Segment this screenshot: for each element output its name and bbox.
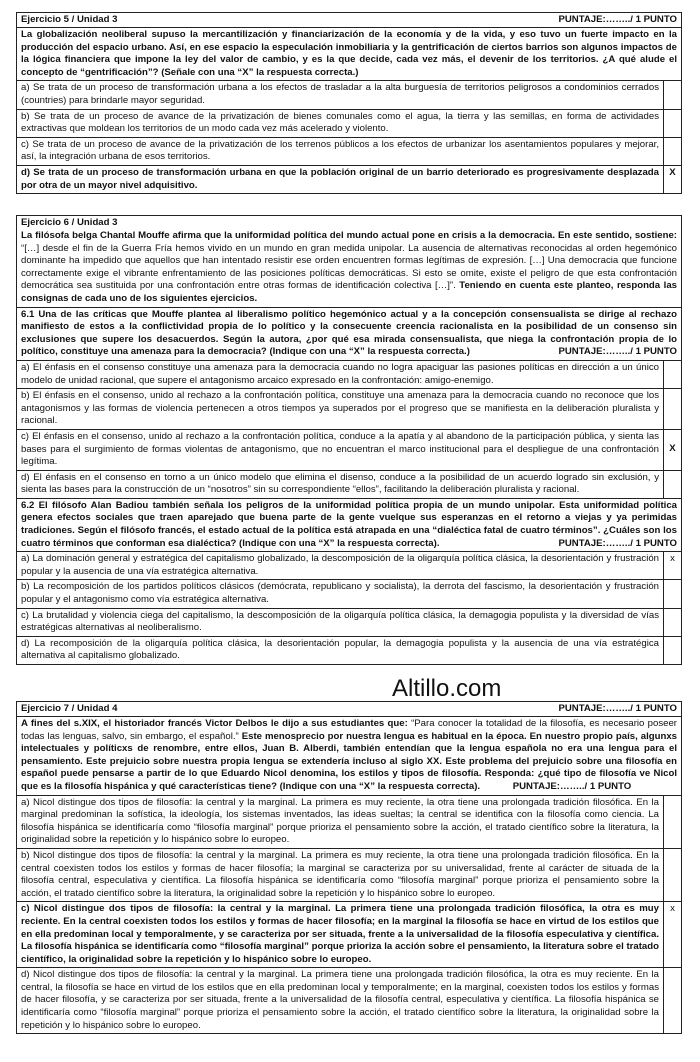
option-row[interactable]	[17, 967, 681, 1033]
option-text: b) Nicol distingue dos tipos de filosofía: la central y la marginal. La primera es muy reciente, la otra tiene una prolongada tradición filosófica. En la central coexisten todos los estilos y formas de hacer filosofía; la marginal se caracteriza por su universalidad, frente al carácter de situada de la filosofía central, especulativa y científica. La filosofía hispánica se identificaría como “filosofía marginal” porque prioriza el pensamiento sobre la acción, el tratado científico sobre la literatura, la originalidad sobre la repetición y lo hispánico sobre lo europeo.	[21, 849, 659, 899]
puntaje-label: PUNTAJE:……../ 1 PUNTO	[512, 780, 632, 792]
answer-mark[interactable]: X	[663, 430, 681, 470]
puntaje-label: PUNTAJE:……../ 1 PUNTO	[558, 346, 677, 358]
question-text: La globalización neoliberal supuso la mercantilización y financiarización de la economía y de la vida, y eso tuvo un fuerte impacto en la producción del espacio urbano. Así, en ese espacio la especulación inmobiliaria y la gentrificación de ciertos barrios son algunos impactos de la lógica financiera que impone la ley del valor de cambio, y es la que decide, cada vez más, el devenir de los territorios. ¿A qué alude el concepto de “gentrificación”? (Señale con una “X” la respuesta correcta.)	[21, 29, 677, 78]
option-text: d) El énfasis en el consenso en torno a un único modelo que elimina el disenso, conduce a la posibilidad de un acuerdo logrado sin exclusión, y sienta las bases para la construcción de un “nosotros” sin su correspondiente “ellos”, facilitando la deliberación pluralista y racional.	[21, 471, 659, 496]
option-row[interactable]	[17, 429, 681, 470]
intro-text: A fines del s.XIX, el historiador francés Victor Delbos le dijo a sus estudiantes que:	[21, 718, 408, 729]
answer-mark[interactable]	[663, 361, 681, 388]
intro-instruction: Teniendo en cuenta este planteo, responda las consignas de cada uno de los siguientes ejercicios.	[21, 280, 677, 304]
answer-mark[interactable]	[663, 849, 681, 901]
intro-text: La filósofa belga Chantal Mouffe afirma que la uniformidad política del mundo actual pone en crisis a la democracia. En este sentido, sostiene:	[21, 230, 677, 241]
option-text: a) Nicol distingue dos tipos de filosofía: la central y la marginal. La primera es muy reciente, la otra tiene una prolongada tradición filosófica. En la marginal predominan la sofística, la ideología, los sistemas inventados, las ideas sueltas; la central se identifica con la filosofía como ciencia. La filosofía hispánica se identificaría como “filosofía marginal” porque prioriza el pensamiento sobre la acción, el tratado científico sobre la literatura, la originalidad sobre la repetición y lo hispánico sobre lo europeo.	[21, 796, 659, 846]
exercise-7-header	[17, 702, 681, 716]
question-6-1	[17, 307, 681, 360]
watermark: Altillo.com	[392, 675, 502, 702]
option-text: c) Nicol distingue dos tipos de filosofía: la central y la marginal. La primera tiene una prolongada tradición filosófica, la otra es muy reciente. En la central coexisten todos los estilos y formas de hacer filosofía; en la marginal la filosofía se hace en virtud de los estilos que en ella predominan local y temporalmente, y se caracteriza por ser situada, frente a la universalidad de la filosofía especulativa y científica. La filosofía hispánica se identificaría como “filosofía marginal” porque prioriza la acción sobre el pensamiento, la literatura sobre el tratado científico, la originalidad sobre la repetición y lo hispánico sobre lo europeo.	[21, 903, 659, 965]
answer-mark[interactable]: x	[663, 902, 681, 967]
option-text: c) Se trata de un proceso de avance de la privatización de los terrenos públicos a los efectos de urbanizar los asentamientos populares y mejorar, así, la integración urbana de esos territorios.	[21, 138, 659, 163]
exercise-title: Ejercicio 6 / Unidad 3	[21, 217, 118, 228]
exercise-5-question	[17, 27, 681, 80]
answer-mark[interactable]	[663, 637, 681, 664]
exercise-7-intro	[17, 716, 681, 795]
answer-mark[interactable]	[663, 609, 681, 636]
option-text: b) Se trata de un proceso de avance de la privatización de bienes comunales como el agua, la tierra y las semillas, en forma de actividades extractivas que moldean los territorios de un modo cada vez más acelerado y violento.	[21, 110, 659, 135]
option-row[interactable]	[17, 608, 681, 636]
question-text: ¿qué tipo de filosofía ve Nicol que es la filosofía hispánica y qué características tiene? (Indique con una “X” la respuesta correcta).	[21, 768, 677, 792]
option-text: c) El énfasis en el consenso, unido al rechazo a la confrontación política, conduce a la apatía y al abandono de la participación pública, y sienta las bases para el surgimiento de formas violentas de antagonismo, que no encuentran el marco institucional para el despliegue de una confrontación legítima.	[21, 430, 659, 468]
option-row[interactable]	[17, 109, 681, 137]
exercise-5-header	[17, 13, 681, 27]
intro-quote: “Para conocer la totalidad de la filosofía, es necesario poseer todas las lenguas, salvo, sin embargo, el español.”	[21, 718, 677, 742]
option-row[interactable]	[17, 470, 681, 498]
option-text: b) El énfasis en el consenso, unido al rechazo a la confrontación política, constituye una amenaza para la democracia cuando no reconoce que los antagonismos y las formas de violencia pertenecen a otros tiempos ya superados por el progreso que se manifiesta en la deliberación pluralista y racional.	[21, 390, 659, 427]
option-row[interactable]	[17, 848, 681, 901]
option-row[interactable]	[17, 137, 681, 165]
answer-mark[interactable]	[663, 580, 681, 607]
exercise-7	[16, 701, 682, 1034]
option-text: a) Se trata de un proceso de transformación urbana a los efectos de trasladar a la alta burguesía de territorios peligrosos a condominios cerrados (countries) para brindarle mayor seguridad.	[21, 82, 659, 106]
question-text: 6.2 El filósofo Alan Badiou también señala los peligros de la uniformidad política propia de un mundo unipolar. Esta uniformidad política genera efectos sociales que traen aparejado que buena parte de la gente vuelque sus esperanzas en el retorno a viejas y ya perimidas tradiciones. Según el filósofo francés, el estado actual de la política está atrapada en una “dialéctica fatal de cuatro términos”. ¿Cuáles son los cuatro términos que conforman esa dialéctica? (Indique con una “X” la respuesta correcta).	[21, 499, 677, 549]
answer-mark[interactable]: X	[663, 166, 681, 193]
answer-mark[interactable]	[663, 471, 681, 498]
answer-mark[interactable]: x	[663, 552, 681, 579]
puntaje-label: PUNTAJE:……../ 1 PUNTO	[558, 537, 677, 549]
answer-mark[interactable]	[663, 81, 681, 108]
answer-mark[interactable]	[663, 110, 681, 137]
option-text: c) La brutalidad y violencia ciega del capitalismo, la descomposición de la oligarquía política clásica, la demagogia populista y la diversidad de vías estratégicas alternativas al neoliberalismo.	[21, 609, 659, 634]
option-text: a) La dominación general y estratégica del capitalismo globalizado, la descomposición de la oligarquía política clásica, la desorientación y frustración popular y la ausencia de una vía estratégica alternativa.	[21, 553, 659, 577]
option-row[interactable]	[17, 80, 681, 108]
question-text: 6.1 Una de las críticas que Mouffe plantea al liberalismo político hegemónico actual y a la concepción consensualista se dirige al rechazo manifiesto de estos a la conflictividad propia de lo político y la consecuente creencia racionalista en la posibilidad de un consenso sin exclusiones que supere los desacuerdos. Según la autora, ¿por qué esa mirada consensualista, que niega la confrontación propia de lo político, constituye una amenaza para la democracia? (Indique con una “X” la respuesta correcta.)	[21, 308, 677, 358]
intro-quote: “[…] desde el fin de la Guerra Fría hemos vivido en un mundo en gran medida unipolar. La ausencia de alternativas reconocidas al orden hegemónico dominante ha impedido que aquellos que han intentado resistir ese orden encuentren formas legítimas de expresión. […] Una democracia que funcione correctamente exige el vibrante enfrentamiento de las posiciones políticas democráticas. Si esto se omite, existe el peligro de que esta confrontación democrática sea sustituida por una confrontación entre otras formas de identificación colectiva […]”.	[21, 242, 677, 292]
exercise-title: Ejercicio 5 / Unidad 3	[21, 14, 118, 25]
option-text: b) La recomposición de los partidos políticos clásicos (demócrata, republicano y socialista), la derrota del fascismo, la desorientación y frustración popular y el antagonismo como vía estratégica alternativa.	[21, 581, 659, 606]
option-row[interactable]	[17, 636, 681, 664]
option-row[interactable]	[17, 360, 681, 388]
question-6-2	[17, 498, 681, 551]
answer-mark[interactable]	[663, 389, 681, 429]
exercise-title: Ejercicio 7 / Unidad 4	[21, 703, 118, 714]
exercise-6	[16, 215, 682, 665]
option-row[interactable]	[17, 795, 681, 848]
option-row[interactable]	[17, 165, 681, 193]
option-text: a) El énfasis en el consenso constituye una amenaza para la democracia cuando no logra apaciguar las pasiones políticas en dirección a un único modelo de unidad racional, que supere el antagonismo arcaico expresado en la confrontación: amigo-enemigo.	[21, 361, 659, 386]
answer-mark[interactable]	[663, 138, 681, 165]
option-row[interactable]	[17, 551, 681, 579]
option-text: d) Se trata de un proceso de transformación urbana en que la población original de un barrio deteriorado es progresivamente desplazada por otra de un mayor nivel adquisitivo.	[21, 166, 659, 191]
puntaje-label: PUNTAJE:……../ 1 PUNTO	[558, 703, 677, 714]
exercise-6-header	[17, 216, 681, 230]
option-text: d) Nicol distingue dos tipos de filosofía: la central y la marginal. La primera tiene una prolongada tradición filosófica, la otra es muy reciente. En la central, la filosofía se hace en virtud de los estilos que en ella predominan local y temporalmente; en la marginal, coexisten todos los estilos y formas de hacer filosofía, y se caracteriza por ser situada, frente a la universalidad de la filosofía central, especulativa y científica. La filosofía hispánica se identificaría como “filosofía marginal” porque prioriza el pensamiento sobre la acción, el tratado científico sobre la literatura, la originalidad sobre la repetición y lo hispánico sobre lo europeo.	[21, 969, 659, 1031]
option-text: d) La recomposición de la oligarquía política clásica, la desorientación popular, la demagogia populista y la ausencia de una vía estratégica alternativa al capitalismo globalizado.	[21, 637, 659, 662]
answer-mark[interactable]	[663, 796, 681, 848]
option-row[interactable]	[17, 579, 681, 607]
puntaje-label: PUNTAJE:……../ 1 PUNTO	[558, 14, 677, 25]
option-row[interactable]	[17, 901, 681, 967]
exercise-5	[16, 12, 682, 194]
answer-mark[interactable]	[663, 968, 681, 1033]
intro-text: Este menosprecio por nuestra lengua es habitual en la época. En nuestro propio país, algunxs intelectuales y políticxs de renombre, entre ellos, Juan B. Alberdi, también entendían que la lengua española no era una lengua para el pensamiento. Este prejuicio sobre nuestra propia lengua se extendería incluso al siglo XX. Este problema del prejuicio sobre una filosofía en español puede pensarse a partir de lo que Eduardo Nicol denomina, los estilos y tipos de filosofía. Responda:	[21, 730, 678, 780]
exercise-6-intro	[17, 230, 681, 307]
option-row[interactable]	[17, 388, 681, 429]
